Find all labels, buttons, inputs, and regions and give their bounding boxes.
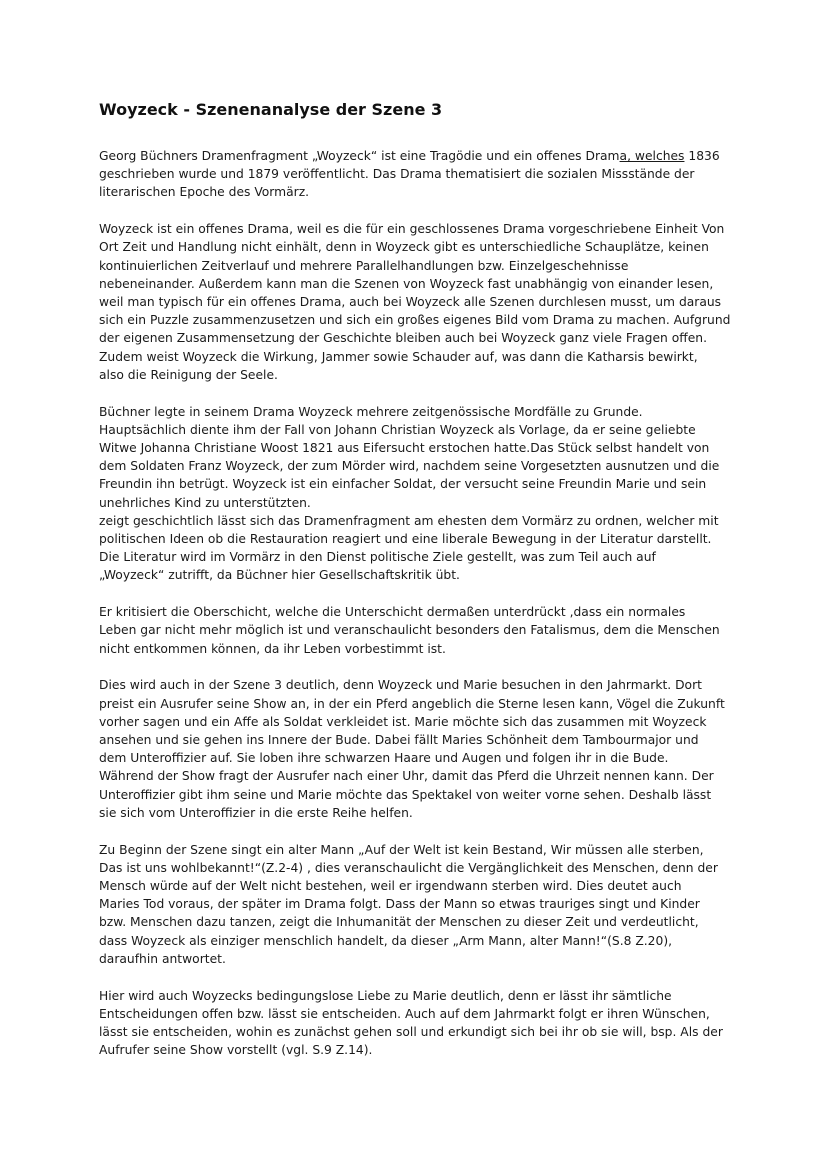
text-line: zeigt geschichtlich lässt sich das Dramenfragment am ehesten dem Vormärz zu ordnen, welcher mit	[99, 513, 719, 528]
text-line: Freundin ihn betrügt. Woyzeck ist ein einfacher Soldat, der versucht seine Freundin Marie und sein	[99, 477, 707, 492]
body-paragraph	[99, 841, 739, 968]
text-line: Während der Show fragt der Ausrufer nach einer Uhr, damit das Pferd die Uhrzeit nennen kann. Der	[99, 769, 714, 784]
text-line: „Woyzeck“ zutrifft, da Büchner hier Gesellschaftskritik übt.	[99, 568, 460, 583]
document-page	[99, 100, 739, 1078]
text-line: Leben gar nicht mehr möglich ist und veranschaulicht besonders den Fatalismus, dem die Menschen	[99, 623, 720, 638]
text-line: Entscheidungen offen bzw. lässt sie entscheiden. Auch auf dem Jahrmarkt folgt er ihren Wünschen,	[99, 1006, 710, 1021]
body-paragraph	[99, 220, 739, 384]
text-line: Die Literatur wird im Vormärz in den Dienst politische Ziele gestellt, was zum Teil auch auf	[99, 550, 656, 565]
text-line: politischen Ideen ob die Restauration reagiert und eine liberale Bewegung in der Literatur darstellt.	[99, 532, 712, 547]
text-line: Büchner legte in seinem Drama Woyzeck mehrere zeitgenössische Mordfälle zu Grunde.	[99, 404, 643, 419]
text-line: Unteroffizier gibt ihm seine und Marie möchte das Spektakel von weiter vorne sehen. Deshalb lässt	[99, 787, 712, 802]
text-line: sie sich vom Unteroffizier in die erste Reihe helfen.	[99, 805, 413, 820]
text-line: lässt sie entscheiden, wohin es zunächst gehen soll und erkundigt sich bei ihr ob sie will, bsp. Als der	[99, 1025, 723, 1040]
body-paragraph	[99, 403, 739, 585]
text-line: unehrliches Kind zu unterstützten.	[99, 495, 311, 510]
body-paragraph	[99, 603, 739, 658]
text-line: dem Unteroffizier auf. Sie loben ihre schwarzen Haare und Augen und folgen ihr in die Bude.	[99, 751, 669, 766]
text-line: nicht entkommen können, da ihr Leben vorbestimmt ist.	[99, 641, 446, 656]
text-line: Das ist uns wohlbekannt!“(Z.2-4) , dies veranschaulicht die Vergänglichkeit des Menschen, denn der	[99, 860, 718, 875]
underlined-text: a, welches	[619, 149, 685, 163]
text-line: ansehen und sie gehen ins Innere der Bude. Dabei fällt Maries Schönheit dem Tambourmajor und	[99, 733, 699, 748]
text-line: Dies wird auch in der Szene 3 deutlich, denn Woyzeck und Marie besuchen in den Jahrmarkt. Dort	[99, 678, 702, 693]
text-line: Zu Beginn der Szene singt ein alter Mann „Auf der Welt ist kein Bestand, Wir müssen alle sterben,	[99, 842, 704, 857]
text-line: dass Woyzeck als einziger menschlich handelt, da dieser „Arm Mann, alter Mann!“(S.8 Z.20),	[99, 933, 673, 948]
body-paragraph	[99, 987, 739, 1060]
text-line: Woyzeck ist ein offenes Drama, weil es die für ein geschlossenes Drama vorgeschriebene Einheit Von	[99, 222, 725, 237]
document-body	[99, 147, 739, 1060]
text-line: bzw. Menschen dazu tanzen, zeigt die Inhumanität der Menschen zu dieser Zeit und verdeutlicht,	[99, 915, 699, 930]
text-line: daraufhin antwortet.	[99, 951, 226, 966]
text-line: Georg Büchners Dramenfragment „Woyzeck“ ist eine Tragödie und ein offenes Drama, welches 1836	[99, 149, 720, 163]
text-line: literarischen Epoche des Vormärz.	[99, 185, 310, 200]
text-line: der eigenen Zusammensetzung der Geschichte bleiben auch bei Woyzeck ganz viele Fragen offen.	[99, 331, 708, 346]
text-line: sich ein Puzzle zusammenzusetzen und sich ein großes eigenes Bild vom Drama zu machen. Aufgrund	[99, 313, 731, 328]
text-line: Aufrufer seine Show vorstellt (vgl. S.9 Z.14).	[99, 1043, 373, 1058]
text-line: preist ein Ausrufer seine Show an, in der ein Pferd angeblich die Sterne lesen kann, Vögel die Zukunft	[99, 696, 725, 711]
text-line: Er kritisiert die Oberschicht, welche die Unterschicht dermaßen unterdrückt ,dass ein normales	[99, 605, 686, 620]
text-line: Zudem weist Woyzeck die Wirkung, Jammer sowie Schauder auf, was dann die Katharsis bewirkt,	[99, 349, 698, 364]
body-paragraph	[99, 676, 739, 822]
text-line: vorher sagen und ein Affe als Soldat verkleidet ist. Marie möchte sich das zusammen mit Woyzeck	[99, 714, 707, 729]
document-title: Woyzeck - Szenenanalyse der Szene 3	[99, 100, 443, 119]
text-line: also die Reinigung der Seele.	[99, 367, 278, 382]
text-line: Ort Zeit und Handlung nicht einhält, denn in Woyzeck gibt es unterschiedliche Schauplätze, keinen	[99, 240, 709, 255]
text-line: weil man typisch für ein offenes Drama, auch bei Woyzeck alle Szenen durchlesen musst, um daraus	[99, 295, 722, 310]
text-line: Maries Tod voraus, der später im Drama folgt. Dass der Mann so etwas trauriges singt und Kinder	[99, 897, 700, 912]
text-line: dem Soldaten Franz Woyzeck, der zum Mörder wird, nachdem seine Vorgesetzten ausnutzen und die	[99, 459, 720, 474]
body-paragraph	[99, 147, 739, 202]
text-line: Hauptsächlich diente ihm der Fall von Johann Christian Woyzeck als Vorlage, da er seine geliebte	[99, 422, 696, 437]
text-line: nebeneinander. Außerdem kann man die Szenen von Woyzeck fast unabhängig von einander lesen,	[99, 276, 714, 291]
text-line: Mensch würde auf der Welt nicht bestehen, weil er irgendwann sterben wird. Dies deutet auch	[99, 879, 682, 894]
text-line: geschrieben wurde und 1879 veröffentlicht. Das Drama thematisiert die sozialen Missstände der	[99, 167, 695, 182]
text-line: kontinuierlichen Zeitverlauf und mehrere Parallelhandlungen bzw. Einzelgeschehnisse	[99, 258, 629, 273]
text-line: Hier wird auch Woyzecks bedingungslose Liebe zu Marie deutlich, denn er lässt ihr sämtliche	[99, 988, 672, 1003]
text-line: Witwe Johanna Christiane Woost 1821 aus Eifersucht erstochen hatte.Das Stück selbst handelt von	[99, 441, 710, 456]
